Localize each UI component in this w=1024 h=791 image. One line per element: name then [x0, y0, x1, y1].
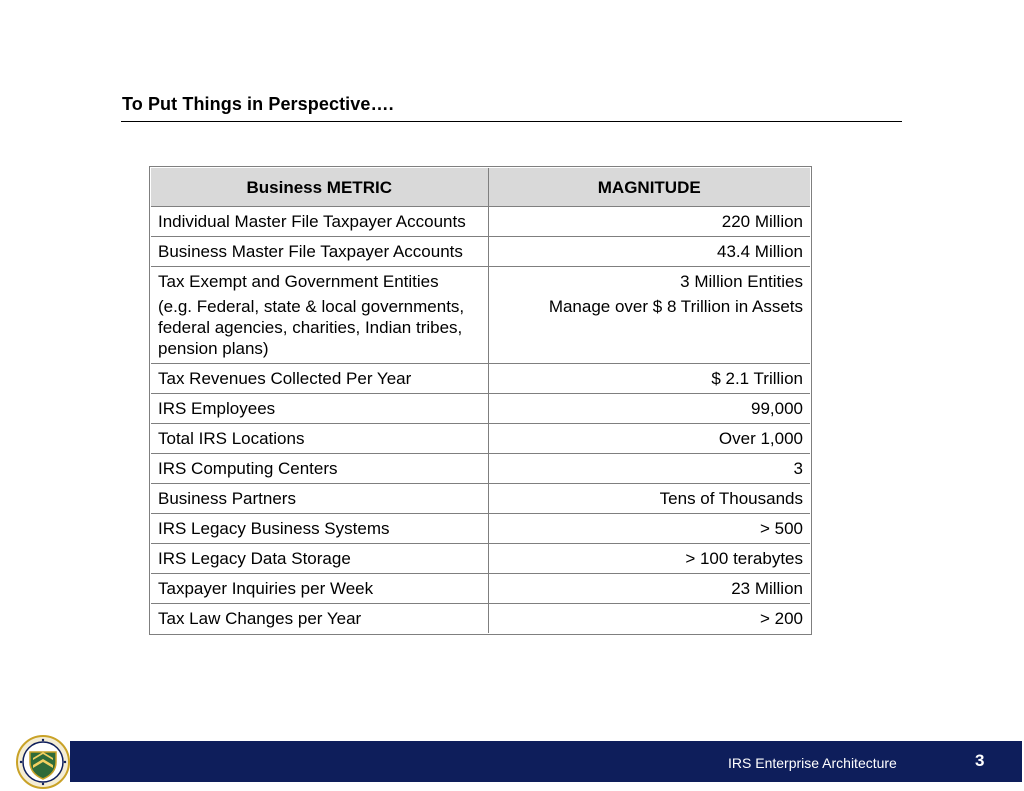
magnitude-cell: Over 1,000 — [488, 424, 810, 454]
table-row — [151, 454, 810, 484]
table-row — [151, 237, 810, 267]
table-row — [151, 514, 810, 544]
metric-cell: IRS Computing Centers — [151, 454, 488, 484]
metric-cell: IRS Employees — [151, 394, 488, 424]
page-number: 3 — [975, 751, 985, 770]
metric-cell: Business Partners — [151, 484, 488, 514]
table-row — [151, 544, 810, 574]
header-business-metric: Business METRIC — [151, 168, 488, 207]
slide-title: To Put Things in Perspective…. — [122, 94, 394, 114]
magnitude-cell: 220 Million — [488, 207, 810, 237]
magnitude-cell: 3 Million Entities — [680, 272, 803, 291]
header-magnitude: MAGNITUDE — [488, 168, 810, 207]
footer-text: IRS Enterprise Architecture — [728, 755, 897, 771]
metrics-table — [151, 168, 810, 633]
table-row — [151, 604, 810, 634]
metric-cell: Individual Master File Taxpayer Accounts — [151, 207, 488, 237]
metric-cell: Business Master File Taxpayer Accounts — [151, 237, 488, 267]
magnitude-cell: $ 2.1 Trillion — [488, 364, 810, 394]
table-row — [151, 574, 810, 604]
table-row — [151, 394, 810, 424]
magnitude-cell: > 100 terabytes — [488, 544, 810, 574]
magnitude-cell: > 200 — [759, 609, 803, 628]
metric-cell: Total IRS Locations — [151, 424, 488, 454]
metric-cell: Taxpayer Inquiries per Week — [151, 574, 488, 604]
magnitude-cell: Manage over $ 8 Trillion in Assets — [488, 296, 810, 364]
magnitude-cell: 23 Million — [488, 574, 810, 604]
treasury-seal-icon — [16, 735, 70, 789]
table-row — [151, 267, 810, 297]
table-row — [151, 364, 810, 394]
metric-cell: IRS Legacy Business Systems — [151, 514, 488, 544]
title-divider — [121, 121, 902, 122]
magnitude-cell: 3 — [488, 454, 810, 484]
table-row — [151, 484, 810, 514]
metric-cell: Tax Law Changes per Year — [151, 604, 488, 634]
magnitude-cell: > 500 — [488, 514, 810, 544]
metric-cell: IRS Legacy Data Storage — [151, 544, 488, 574]
magnitude-cell: 99,000 — [488, 394, 810, 424]
table-row — [151, 296, 810, 364]
table-header-row — [151, 168, 810, 207]
table-row — [151, 424, 810, 454]
metric-cell: Tax Exempt and Government Entities — [151, 267, 488, 297]
magnitude-cell: Tens of Thousands — [488, 484, 810, 514]
magnitude-cell: 43.4 Million — [488, 237, 810, 267]
metric-cell: (e.g. Federal, state & local governments, federal agencies, charities, Indian tribes, pension plans) — [151, 296, 488, 364]
metric-cell: Tax Revenues Collected Per Year — [151, 364, 488, 394]
metrics-table-frame — [149, 166, 812, 635]
table-row — [151, 207, 810, 237]
